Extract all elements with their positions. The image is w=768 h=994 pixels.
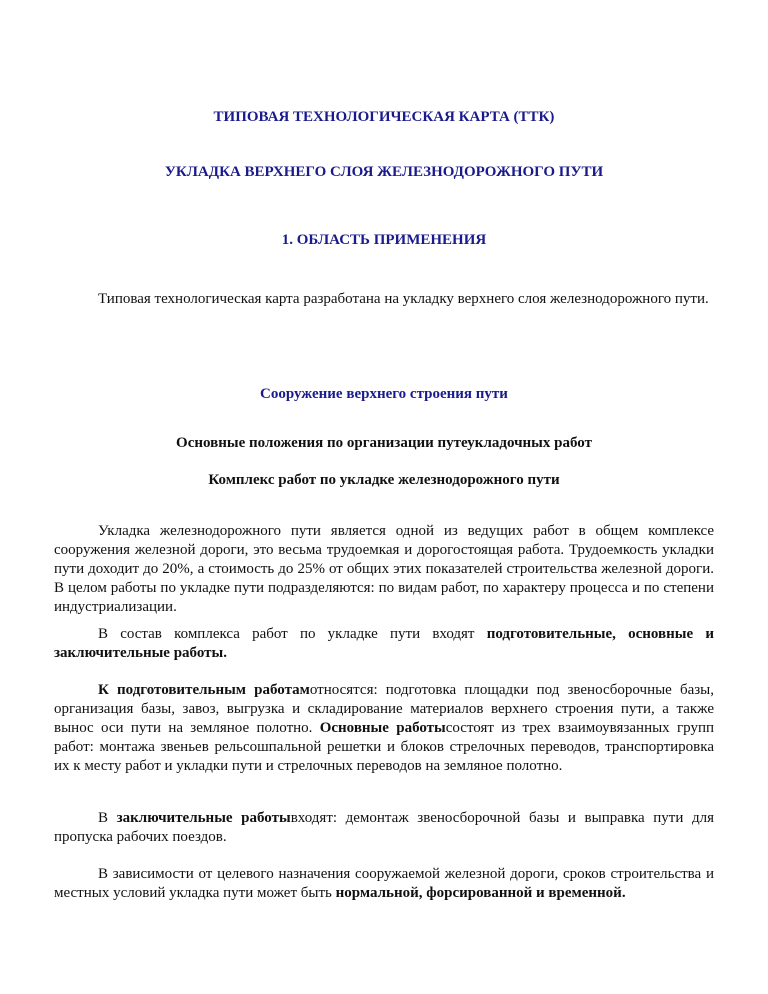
bold-run: подготовительные, основные и заключительные работы. (54, 626, 714, 661)
paragraph-final-works (54, 809, 714, 847)
bold-run: К подготовительным работам (98, 682, 310, 698)
text-run: входят: демонтаж звеносборочной базы и выправка пути для пропуска рабочих поездов. (54, 810, 714, 845)
document-subtitle: УКЛАДКА ВЕРХНЕГО СЛОЯ ЖЕЛЕЗНОДОРОЖНОГО ПУТИ (164, 164, 604, 180)
paragraph-laying-types (54, 865, 714, 903)
paragraph-track-laying: Укладка железнодорожного пути является одной из ведущих работ в общем комплексе сооружения железной дороги, это весьма трудоемкая и дорогостоящая работа. Трудоемкость укладки пути доходит до 20%, а стоимость до 25% от общих этих показателей строительства железной дороги. В целом работы по укладке пути подразделяются: по видам работ, по характеру процесса и по степени индустриализации. (54, 523, 714, 615)
bold-run: Основные работы (319, 720, 446, 736)
section-heading-superstructure: Сооружение верхнего строения пути (260, 386, 508, 402)
text-run: В состав комплекса работ по укладке пути входят (98, 626, 487, 642)
text-run: В зависимости от целевого назначения сооружаемой железной дороги, сроков строительства и местных условий укладка пути может быть (54, 866, 714, 901)
text-run: В (98, 810, 117, 826)
text-run: относятся: подготовка площадки под звеносборочные базы, организация базы, завоз, выгрузка и складирование материалов верхнего строения пути, а также вынос оси пути на земляное полотно. (54, 682, 714, 736)
bold-run: заключительные работы (116, 810, 291, 826)
text-run: состоят из трех взаимоувязанных групп работ: монтажа звеньев рельсошпальной решетки и блоков стрелочных переводов, транспортировка их к месту работ и укладки пути и стрелочных переводов на земляное полотно. (54, 720, 714, 774)
paragraph-work-composition (54, 625, 714, 663)
subheading-organization: Основные положения по организации путеукладочных работ (176, 435, 592, 451)
section-heading-scope: 1. ОБЛАСТЬ ПРИМЕНЕНИЯ (281, 232, 487, 248)
bold-run: нормальной, форсированной и временной. (335, 885, 626, 901)
paragraph-preparatory-works (54, 681, 714, 776)
subheading-complex: Комплекс работ по укладке железнодорожного пути (208, 472, 560, 488)
document-title: ТИПОВАЯ ТЕХНОЛОГИЧЕСКАЯ КАРТА (ТТК) (213, 109, 555, 125)
paragraph-scope: Типовая технологическая карта разработана на укладку верхнего слоя железнодорожного пути. (98, 291, 709, 307)
